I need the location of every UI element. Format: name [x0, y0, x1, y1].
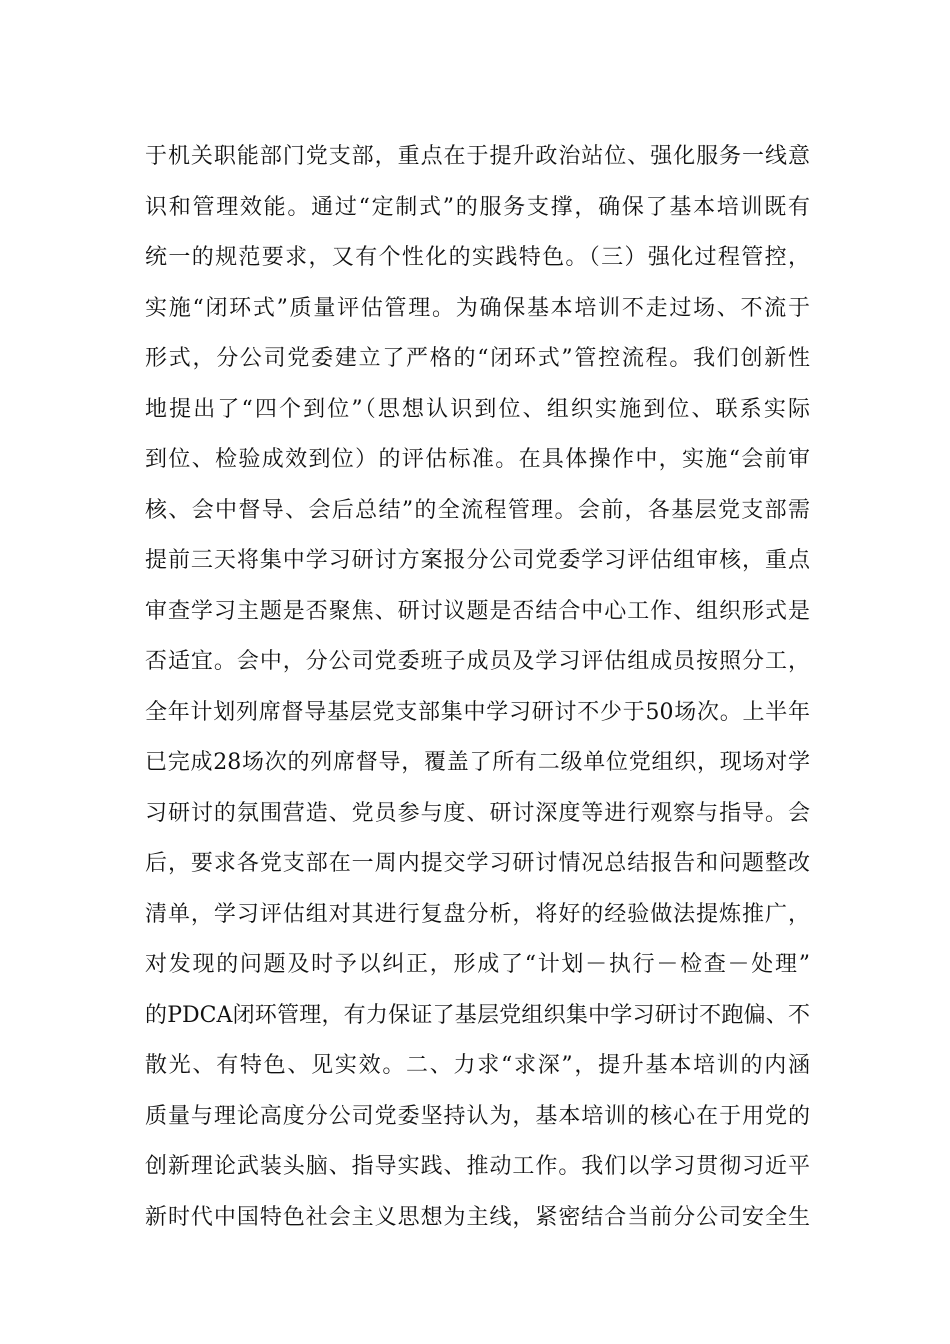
text-line: 统一的规范要求，又有个性化的实践特色。（三）强化过程管控， — [145, 245, 810, 270]
text-line: 于机关职能部门党支部，重点在于提升政治站位、强化服务一线意 — [145, 144, 810, 169]
text-line: 的PDCA闭环管理，有力保证了基层党组织集中学习研讨不跑偏、不 — [145, 1002, 810, 1028]
text-line: 核、会中督导、会后总结”的全流程管理。会前，各基层党支部需 — [145, 497, 810, 523]
text-line: 创新理论武装头脑、指导实践、推动工作。我们以学习贯彻习近平 — [145, 1154, 810, 1179]
text-line: 清单，学习评估组对其进行复盘分析，将好的经验做法提炼推广， — [145, 901, 810, 927]
text-line: 否适宜。会中，分公司党委班子成员及学习评估组成员按照分工， — [145, 649, 810, 674]
text-line: 地提出了“四个到位”（思想认识到位、组织实施到位、联系实际 — [145, 396, 810, 422]
text-line: 识和管理效能。通过“定制式”的服务支撑，确保了基本培训既有 — [145, 194, 810, 220]
text-line: 对发现的问题及时予以纠正，形成了“计划－执行－检查－处理” — [145, 952, 810, 977]
text-line: 散光、有特色、见实效。二、力求“求深”，提升基本培训的内涵 — [145, 1053, 810, 1078]
text-line: 已完成28场次的列席督导，覆盖了所有二级单位党组织，现场对学 — [145, 750, 810, 775]
text-line: 提前三天将集中学习研讨方案报分公司党委学习评估组审核，重点 — [145, 548, 810, 573]
text-line: 质量与理论高度分公司党委坚持认为，基本培训的核心在于用党的 — [145, 1103, 810, 1129]
text-line: 形式，分公司党委建立了严格的“闭环式”管控流程。我们创新性 — [145, 346, 810, 371]
text-line: 实施“闭环式”质量评估管理。为确保基本培训不走过场、不流于 — [145, 295, 810, 321]
body-text — [145, 132, 810, 1243]
text-line: 到位、检验成效到位）的评估标准。在具体操作中，实施“会前审 — [145, 447, 810, 472]
text-line: 习研讨的氛围营造、党员参与度、研讨深度等进行观察与指导。会 — [145, 800, 810, 826]
text-line: 后，要求各党支部在一周内提交学习研讨情况总结报告和问题整改 — [145, 851, 810, 876]
text-line: 审查学习主题是否聚焦、研讨议题是否结合中心工作、组织形式是 — [145, 598, 810, 624]
text-line: 全年计划列席督导基层党支部集中学习研讨不少于50场次。上半年 — [145, 699, 810, 725]
text-line: 新时代中国特色社会主义思想为主线，紧密结合当前分公司安全生 — [145, 1204, 810, 1230]
